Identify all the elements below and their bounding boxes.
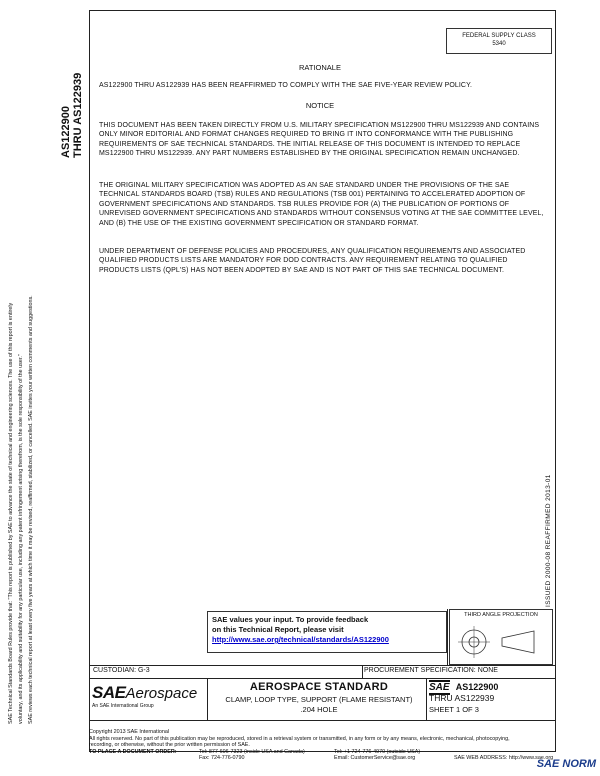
fsc-label: FEDERAL SUPPLY CLASS (462, 33, 536, 39)
projection-divider (447, 609, 448, 665)
sae-norm-watermark: SAE NORM (536, 758, 596, 770)
notice-paragraph-1: THIS DOCUMENT HAS BEEN TAKEN DIRECTLY FROM U.S. MILITARY SPECIFICATION MS122900 THRU MS122939 AND CONTAINS ONLY MINOR EDITORIAL AND FORMAT CHANGES REQUIRED TO BRING IT INTO CONFORMANCE WITH THE PUBLISHING REQUIREMENTS OF SAE TECHNICAL STANDARDS. THE INITIAL RELEASE OF THIS DOCUMENT IS INTENDED TO REPLACE MS122900 THRU MS122939. ANY PART NUMBERS ESTABLISHED BY THE ORIGINAL SPECIFICATION REMAIN UNCHANGED. (99, 122, 540, 158)
rights-statement: All rights reserved. No part of this publication may be reproduced, stored in a retrieval system or transmitted, in any form or by any means, electronic, mechanical, photocopying, (89, 735, 510, 742)
legal-line-2: voluntary, and its applicability and suitability for any particular use, including any patent infringement arising therefrom, is the sole responsibility of the user." (18, 354, 24, 724)
feedback-box (207, 611, 447, 653)
order-label: TO PLACE A DOCUMENT ORDER: (89, 748, 177, 755)
part-description-line-1: CLAMP, LOOP TYPE, SUPPORT (FLAME RESISTANT) (225, 695, 413, 704)
sae-web-address[interactable]: SAE WEB ADDRESS: http://www.sae.org (454, 755, 554, 761)
logo-aerospace-text: Aerospace (125, 685, 198, 702)
standard-label: AEROSPACE STANDARD (249, 681, 389, 693)
feedback-line-1: SAE values your input. To provide feedback (212, 615, 369, 624)
title-block-divider-1 (207, 678, 208, 720)
feedback-link[interactable]: http://www.sae.org/technical/standards/AS122900 (212, 635, 389, 644)
sheet-number: SHEET 1 OF 3 (429, 705, 479, 714)
notice-heading: NOTICE (305, 101, 335, 110)
side-doc-id-line2: THRU AS122939 (72, 72, 84, 158)
phone-inside-usa: Tel: 877-606-7323 (inside USA and Canada) (199, 748, 305, 755)
fsc-number: 5340 (492, 41, 506, 47)
logo-subtitle: An SAE International Group (92, 703, 154, 709)
phone-outside-usa: Tel: +1 724-776-4970 (outside USA) (334, 748, 421, 755)
projection-title: THIRD ANGLE PROJECTION (464, 612, 538, 618)
part-description (209, 695, 429, 715)
side-doc-id-line1: AS122900 (60, 106, 72, 158)
title-block-bottom-rule (89, 720, 556, 721)
rationale-text: AS122900 THRU AS122939 HAS BEEN REAFFIRMED TO COMPLY WITH THE SAE FIVE-YEAR REVIEW POLICY. (99, 82, 472, 89)
side-doc-id (60, 73, 84, 158)
rights-statement-2: recording, or otherwise, without the prior written permission of SAE. (89, 742, 250, 748)
projection-symbol-icon (450, 618, 552, 662)
title-block-top-rule (89, 665, 556, 666)
legal-line-1: SAE Technical Standards Board Rules provide that: "This report is published by SAE to advance the state of technical and engineering sciences. The use of this report is entirely (8, 302, 14, 724)
logo-sae-text: SAE (92, 683, 126, 702)
document-id-block (429, 682, 553, 715)
federal-supply-class-box (446, 28, 552, 54)
fax: Fax: 724-776-0790 (199, 755, 245, 761)
legal-line-3: SAE reviews each technical report at least every five years at which time it may be revised, reaffirmed, stabilized, or cancelled. SAE invites your written comments and suggestions. (28, 295, 34, 724)
custodian: CUSTODIAN: G-3 (93, 667, 150, 674)
part-description-line-2: .204 HOLE (300, 705, 338, 714)
rationale-heading: RATIONALE (299, 63, 341, 72)
document-number: AS122900 (455, 682, 499, 692)
title-block-second-rule (89, 678, 556, 679)
email: Email: CustomerService@sae.org (334, 755, 416, 761)
third-angle-projection-box (449, 609, 553, 665)
procurement-specification: PROCUREMENT SPECIFICATION: NONE (364, 667, 498, 674)
title-block-divider-3 (362, 665, 363, 678)
feedback-line-2: on this Technical Report, please visit (212, 625, 344, 634)
sae-mark: SAE (429, 682, 450, 693)
sae-aerospace-logo (92, 683, 207, 713)
copyright: Copyright 2013 SAE International (89, 729, 170, 735)
issue-reaffirm-dates: ISSUED 2000-08 REAFFIRMED 2013-01 (545, 474, 552, 607)
footer (89, 729, 599, 762)
document-thru: THRU AS122939 (429, 693, 495, 703)
notice-paragraph-2: THE ORIGINAL MILITARY SPECIFICATION WAS ADOPTED AS AN SAE STANDARD UNDER THE PROVISIONS OF THE SAE TECHNICAL STANDARDS BOARD (TSB) RULES AND REGULATIONS (TSB 001) PERTAINING TO ACCELERATED ADOPTION OF GOVERNMENT SPECIFICATIONS AND STANDARDS. TSB RULES PROVIDE FOR (A) THE PUBLICATION OF PORTIONS OF UNREVISED GOVERNMENT SPECIFICATIONS AND STANDARDS WITHOUT CONSENSUS VOTING AT THE SAE COMMITTEE LEVEL, AND (B) THE USE OF THE EXISTING GOVERNMENT SPECIFICATION OR STANDARD FORMAT. (99, 182, 544, 227)
notice-paragraph-3: UNDER DEPARTMENT OF DEFENSE POLICIES AND PROCEDURES, ANY QUALIFICATION REQUIREMENTS AND ASSOCIATED QUALIFIED PRODUCTS LISTS ARE MANDATORY FOR DOD CONTRACTS. ANY REQUIREMENT RELATING TO QUALIFIED PRODUCTS LISTS (QPL'S) HAS NOT BEEN ADOPTED BY SAE AND IS NOT PART OF THIS SAE TECHNICAL DOCUMENT. (99, 248, 526, 274)
